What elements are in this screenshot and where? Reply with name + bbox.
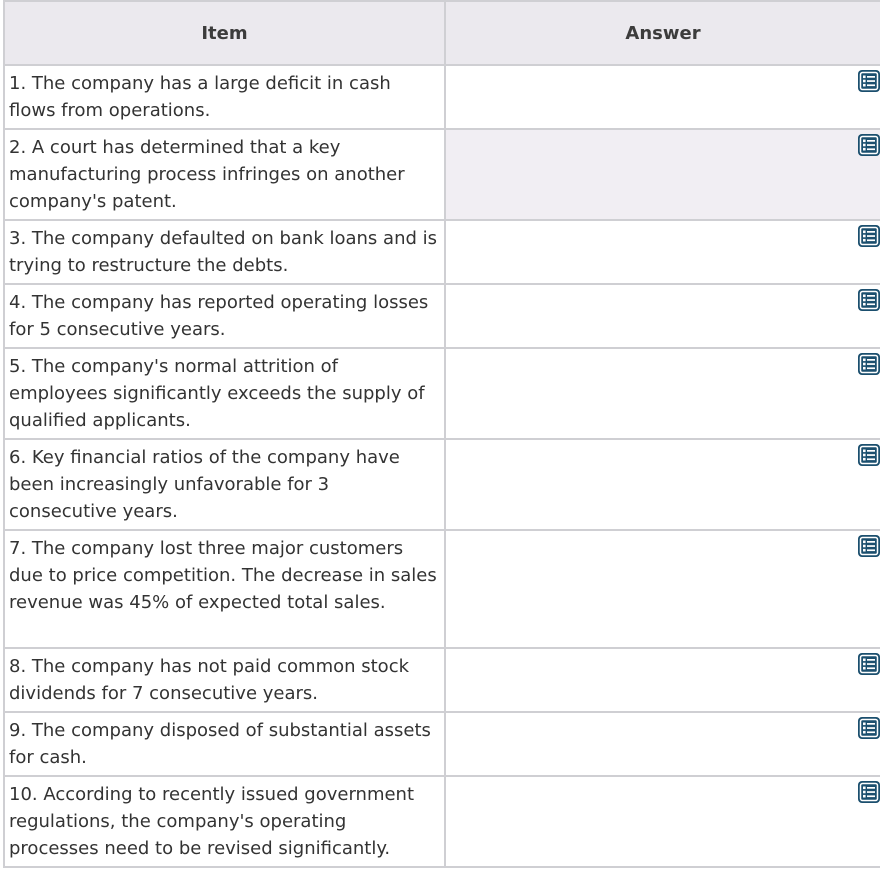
item-text: 1. The company has a large deficit in cash flows from operations. — [4, 65, 445, 129]
header-row — [4, 1, 880, 65]
list-dropdown-icon[interactable] — [858, 653, 880, 675]
answer-cell[interactable] — [445, 439, 880, 530]
list-dropdown-icon[interactable] — [858, 70, 880, 92]
answer-cell[interactable] — [445, 712, 880, 776]
item-text: 6. Key financial ratios of the company have been increasingly unfavorable for 3 consecutive years. — [4, 439, 445, 530]
answer-column-header: Answer — [445, 1, 880, 65]
list-dropdown-icon[interactable] — [858, 225, 880, 247]
list-dropdown-icon[interactable] — [858, 134, 880, 156]
item-text: 5. The company's normal attrition of employees significantly exceeds the supply of qualified applicants. — [4, 348, 445, 439]
item-text: 8. The company has not paid common stock dividends for 7 consecutive years. — [4, 648, 445, 712]
list-dropdown-icon[interactable] — [858, 781, 880, 803]
answer-cell[interactable] — [445, 776, 880, 867]
table-row — [4, 65, 880, 129]
list-dropdown-icon[interactable] — [858, 353, 880, 375]
item-text: 3. The company defaulted on bank loans and is trying to restructure the debts. — [4, 220, 445, 284]
answer-cell[interactable] — [445, 648, 880, 712]
table-row — [4, 648, 880, 712]
table-row — [4, 712, 880, 776]
item-text: 10. According to recently issued government regulations, the company's operating processes need to be revised significantly. — [4, 776, 445, 867]
table-row — [4, 439, 880, 530]
answer-cell[interactable] — [445, 284, 880, 348]
list-dropdown-icon[interactable] — [858, 717, 880, 739]
list-dropdown-icon[interactable] — [858, 444, 880, 466]
answer-cell[interactable] — [445, 129, 880, 220]
item-text: 7. The company lost three major customers due to price competition. The decrease in sales revenue was 45% of expected total sales. — [4, 530, 445, 648]
table-row — [4, 284, 880, 348]
item-text: 2. A court has determined that a key manufacturing process infringes on another company's patent. — [4, 129, 445, 220]
item-text: 4. The company has reported operating losses for 5 consecutive years. — [4, 284, 445, 348]
table-row — [4, 220, 880, 284]
item-text: 9. The company disposed of substantial assets for cash. — [4, 712, 445, 776]
answer-cell[interactable] — [445, 530, 880, 648]
table-row — [4, 129, 880, 220]
answer-cell[interactable] — [445, 65, 880, 129]
answer-cell[interactable] — [445, 220, 880, 284]
items-table — [3, 0, 880, 868]
table-row — [4, 776, 880, 867]
list-dropdown-icon[interactable] — [858, 535, 880, 557]
table-row — [4, 530, 880, 648]
item-column-header: Item — [4, 1, 445, 65]
table-row — [4, 348, 880, 439]
list-dropdown-icon[interactable] — [858, 289, 880, 311]
answer-cell[interactable] — [445, 348, 880, 439]
